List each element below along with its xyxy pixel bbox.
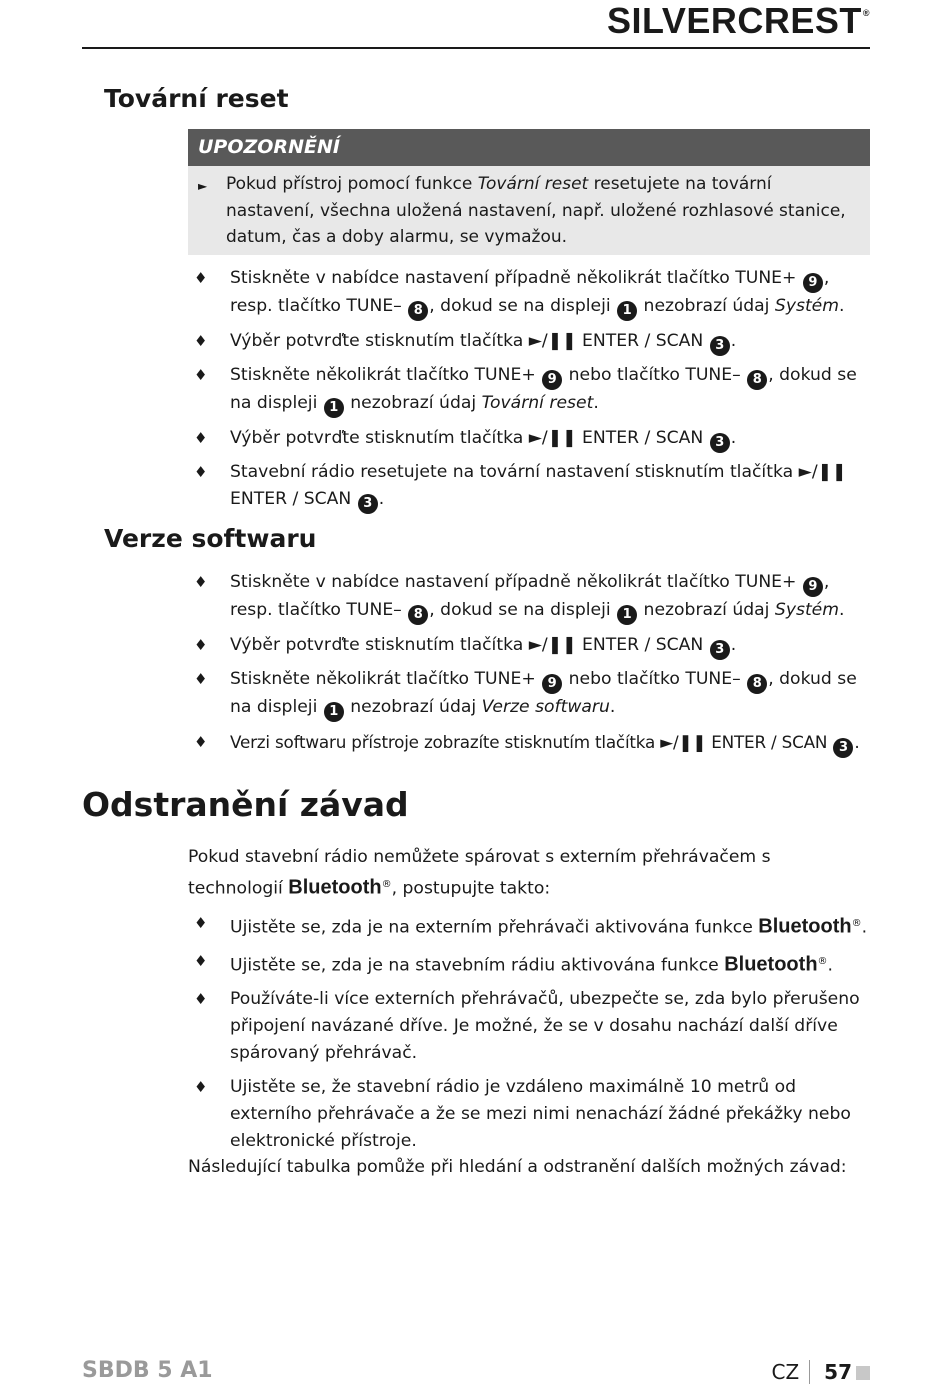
number-badge: 9: [803, 273, 823, 293]
diamond-bullet-icon: ♦: [194, 1077, 208, 1096]
section-title-troubleshooting: Odstranění závad: [82, 785, 409, 824]
number-badge: 9: [803, 577, 823, 597]
diamond-bullet-icon: ♦: [194, 269, 208, 287]
list-item: ♦ Stavební rádio resetujete na tovární nastavení stisknutím tlačítka ►/❚❚ ENTER / SCAN 3 .: [188, 459, 870, 514]
footer-model: SBDB 5 A1: [82, 1358, 213, 1383]
warning-box: [188, 129, 870, 255]
number-badge: 1: [617, 605, 637, 625]
square-icon: [856, 1366, 870, 1380]
registered-mark: ®: [862, 8, 870, 18]
troubleshooting-closing: Následující tabulka pomůže při hledání a odstranění dalších možných závad:: [188, 1157, 847, 1177]
diamond-bullet-icon: ♦: [194, 914, 208, 932]
brand-logo: SILVERCREST®: [606, 0, 870, 41]
diamond-bullet-icon: ♦: [194, 331, 208, 350]
number-badge: 9: [542, 370, 562, 390]
number-badge: 8: [747, 370, 767, 390]
page-number: 57: [824, 1360, 852, 1384]
arrow-icon: ►: [198, 179, 208, 193]
troubleshooting-steps: [188, 910, 870, 1161]
footer-page-info: [771, 1360, 870, 1384]
diamond-bullet-icon: ♦: [194, 366, 208, 384]
list-item: ♦ Stiskněte v nabídce nastavení případně několikrát tlačítko TUNE+ 9 , resp. tlačítko TUNE– 8 , dokud se na displeji 1 nezobrazí údaj Systém.: [188, 569, 870, 625]
number-badge: 8: [408, 301, 428, 321]
diamond-bullet-icon: ♦: [194, 463, 208, 481]
number-badge: 8: [747, 674, 767, 694]
number-badge: 9: [542, 674, 562, 694]
list-item: ♦ Ujistěte se, zda je na externím přehrávači aktivována funkce Bluetooth®.: [188, 910, 870, 942]
factory-reset-steps: [188, 265, 870, 521]
diamond-bullet-icon: ♦: [194, 670, 208, 688]
section-title-software-version: Verze softwaru: [104, 524, 317, 553]
number-badge: 3: [710, 433, 730, 453]
list-item: ♦ Verzi softwaru přístroje zobrazíte stisknutím tlačítka ►/❚❚ ENTER / SCAN 3 .: [188, 729, 870, 758]
list-item: ♦ Stiskněte několikrát tlačítko TUNE+ 9 nebo tlačítko TUNE– 8 , dokud se na displeji 1 nezobrazí údaj Tovární reset.: [188, 362, 870, 418]
header-rule: [82, 47, 870, 49]
software-version-steps: [188, 569, 870, 764]
warning-text: ► Pokud přístroj pomocí funkce Tovární reset resetujete na tovární nastavení, všechna uložená nastavení, např. uložené rozhlasové stanice, datum, čas a doby alarmu, se vymažou.: [198, 174, 846, 247]
diamond-bullet-icon: ♦: [194, 990, 208, 1009]
list-item: ♦ Výběr potvrďte stisknutím tlačítka ►/❚❚ ENTER / SCAN 3 .: [188, 632, 870, 660]
number-badge: 8: [408, 605, 428, 625]
diamond-bullet-icon: ♦: [194, 732, 208, 751]
list-item: ♦ Používáte-li více externích přehrávačů, ubezpečte se, zda bylo přerušeno připojení navázané dříve. Je možné, že se v dosahu nachází další dříve spárovaný přehrávač.: [188, 986, 870, 1067]
number-badge: 3: [358, 494, 378, 514]
number-badge: 1: [617, 301, 637, 321]
list-item: ♦ Výběr potvrďte stisknutím tlačítka ►/❚❚ ENTER / SCAN 3 .: [188, 328, 870, 356]
list-item: ♦ Stiskněte několikrát tlačítko TUNE+ 9 nebo tlačítko TUNE– 8 , dokud se na displeji 1 nezobrazí údaj Verze softwaru.: [188, 666, 870, 722]
warning-label: UPOZORNĚNÍ: [188, 129, 870, 166]
diamond-bullet-icon: ♦: [194, 635, 208, 654]
list-item: ♦ Ujistěte se, zda je na stavebním rádiu aktivována funkce Bluetooth®.: [188, 948, 870, 980]
diamond-bullet-icon: ♦: [194, 573, 208, 591]
number-badge: 3: [833, 738, 853, 758]
troubleshooting-intro: Pokud stavební rádio nemůžete spárovat s externím přehrávačem s technologií Bluetooth®, postupujte takto:: [188, 847, 771, 899]
number-badge: 1: [324, 398, 344, 418]
list-item: ♦ Ujistěte se, že stavební rádio je vzdáleno maximálně 10 metrů od externího přehrávače a že se mezi nimi nenachází žádné překážky nebo elektronické přístroje.: [188, 1074, 870, 1155]
footer-language: CZ: [771, 1360, 800, 1384]
list-item: ♦ Stiskněte v nabídce nastavení případně několikrát tlačítko TUNE+ 9 , resp. tlačítko TUNE– 8 , dokud se na displeji 1 nezobrazí údaj Systém.: [188, 265, 870, 321]
number-badge: 3: [710, 336, 730, 356]
list-item: ♦ Výběr potvrďte stisknutím tlačítka ►/❚❚ ENTER / SCAN 3 .: [188, 425, 870, 453]
diamond-bullet-icon: ♦: [194, 428, 208, 447]
section-title-factory-reset: Tovární reset: [104, 84, 289, 113]
number-badge: 3: [710, 640, 730, 660]
footer-divider: [809, 1360, 810, 1384]
diamond-bullet-icon: ♦: [194, 952, 208, 971]
number-badge: 1: [324, 702, 344, 722]
